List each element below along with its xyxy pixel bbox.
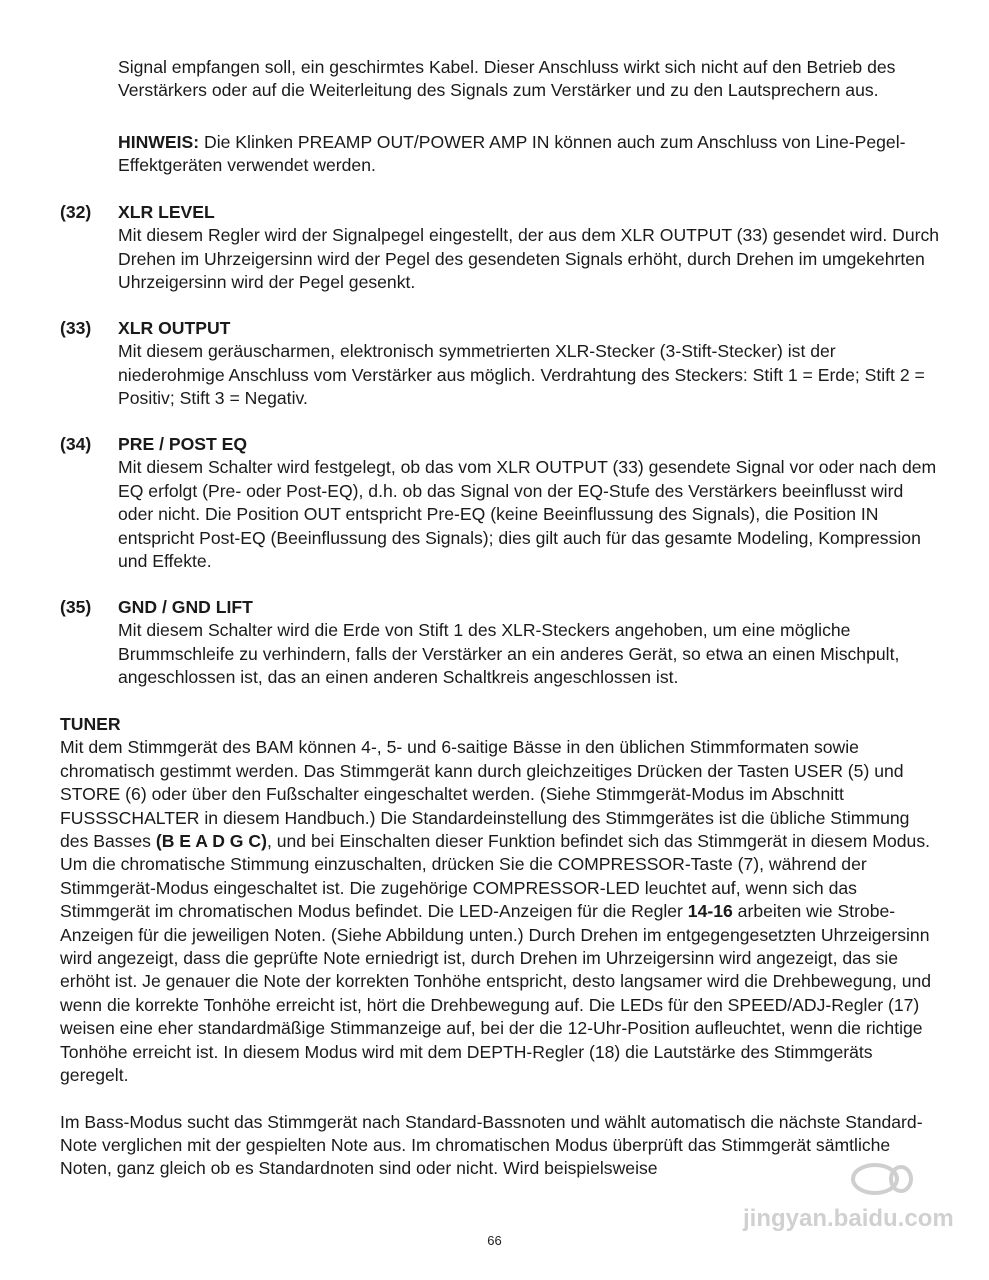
tuner-section bbox=[60, 713, 940, 1181]
item-number: (35) bbox=[60, 597, 92, 617]
item-text: Mit diesem Schalter wird festgelegt, ob das vom XLR OUTPUT (33) gesendete Signal vor oder nach dem EQ erfolgt (Pre- oder Post-EQ), d.h. ob das Signal von der EQ-Stufe des Verstärkers beeinflusst wird oder nicht. Die Position OUT entspricht Pre-EQ (keine Beeinflussung des Signals), die Position IN entspricht Post-EQ (Beeinflussung des Signals); dies gilt auch für das gesamte Modeling, Kompression und Effekte. bbox=[118, 457, 937, 572]
item-title: XLR LEVEL bbox=[118, 202, 215, 222]
item-35 bbox=[60, 596, 940, 690]
section-title: TUNER bbox=[60, 714, 121, 734]
item-32 bbox=[60, 201, 940, 295]
item-text: Mit diesem Schalter wird die Erde von Stift 1 des XLR-Steckers angehoben, um eine mögliche Brummschleife zu verhindern, falls der Verstärker an ein anderes Gerät, so etwa an einen Mischpult, angeschlossen ist, das an einen anderen Schaltkreis angeschlossen ist. bbox=[118, 620, 900, 688]
note-paragraph bbox=[118, 131, 940, 178]
item-text: Mit diesem geräuscharmen, elektronisch symmetrierten XLR-Stecker (3-Stift-Stecker) ist der niederohmige Anschluss vom Verstärker aus möglich. Verdrahtung des Steckers: Stift 1 = Erde; Stift 2 = Positiv; Stift 3 = Negativ. bbox=[118, 341, 925, 409]
item-text: Mit diesem Regler wird der Signalpegel eingestellt, der aus dem XLR OUTPUT (33) gesendet wird. Durch Drehen im Uhrzeigersinn wird der Pegel des gesendeten Signals erhöht, durch Drehen im umgekehrten Uhrzeigersinn wird der Pegel gesenkt. bbox=[118, 225, 940, 293]
item-title: GND / GND LIFT bbox=[118, 597, 253, 617]
continued-paragraph: Signal empfangen soll, ein geschirmtes Kabel. Dieser Anschluss wirkt sich nicht auf den Betrieb des Verstärkers oder auf die Weiterleitung des Signals zum Verstärker und zu den Lautsprechern aus. bbox=[118, 57, 896, 101]
svg-text:jingyan.baidu.com: jingyan.baidu.com bbox=[743, 1205, 954, 1232]
note-text: Die Klinken PREAMP OUT/POWER AMP IN können auch zum Anschluss von Line-Pegel-Effektgeräten verwendet werden. bbox=[118, 132, 906, 176]
item-number: (33) bbox=[60, 318, 92, 338]
tuner-paragraph-2: Im Bass-Modus sucht das Stimmgerät nach Standard-Bassnoten und wählt automatisch die nächste Standard-Note verglichen mit der gespielten Note aus. Im chromatischen Modus überprüft das Stimmgerät sämtliche Noten, ganz gleich ob es Standardnoten sind oder nicht. Wird beispielsweise bbox=[60, 1111, 923, 1179]
note-label: HINWEIS: bbox=[118, 132, 200, 152]
page-number: 66 bbox=[487, 1233, 502, 1248]
item-number: (32) bbox=[60, 202, 92, 222]
item-title: XLR OUTPUT bbox=[118, 318, 231, 338]
item-34 bbox=[60, 433, 940, 573]
item-33 bbox=[60, 317, 940, 411]
watermark-logo bbox=[725, 1143, 954, 1253]
item-number: (34) bbox=[60, 434, 92, 454]
item-title: PRE / POST EQ bbox=[118, 434, 248, 454]
tuner-paragraph-1: Mit dem Stimmgerät des BAM können 4-, 5- und 6-saitige Bässe in den üblichen Stimmformaten sowie chromatisch gestimmt werden. Das Stimmgerät kann durch gleichzeitiges Drücken der Tasten USER (5) und STORE (6) oder über den Fußschalter eingeschaltet werden. (Siehe Stimmgerät-Modus im Abschnitt FUSSSCHALTER in diesem Handbuch.) Die Standardeinstellung des Stimmgerätes ist die übliche Stimmung des Basses (B E A D G C), und bei Einschalten dieser Funktion befindet sich das Stimmgerät in diesem Modus. Um die chromatische Stimmung einzuschalten, drücken Sie die COMPRESSOR-Taste (7), während der Stimmgerät-Modus eingeschaltet ist. Die zugehörige COMPRESSOR-LED leuchtet auf, wenn sich das Stimmgerät im chromatischen Modus befindet. Die LED-Anzeigen für die Regler 14-16 arbeiten wie Strobe-Anzeigen für die jeweiligen Noten. (Siehe Abbildung unten.) Durch Drehen im entgegengesetzten Uhrzeigersinn wird angezeigt, dass die geprüfte Note erniedrigt ist, durch Drehen im Uhrzeigersinn wird angezeigt, das sie erhöht ist. Je genauer die Note der korrekten Tonhöhe entspricht, desto langsamer wird die Drehbewegung, und wenn die korrekte Tonhöhe erreicht ist, hört die Drehbewegung auf. Die LEDs für den SPEED/ADJ-Regler (17) weisen eine eher standardmäßige Stimmanzeige auf, bei der die 12-Uhr-Position aufleuchtet, wenn die richtige Tonhöhe erreicht ist. In diesem Modus wird mit dem DEPTH-Regler (18) die Lautstärke des Stimmgeräts geregelt. bbox=[60, 737, 932, 1086]
